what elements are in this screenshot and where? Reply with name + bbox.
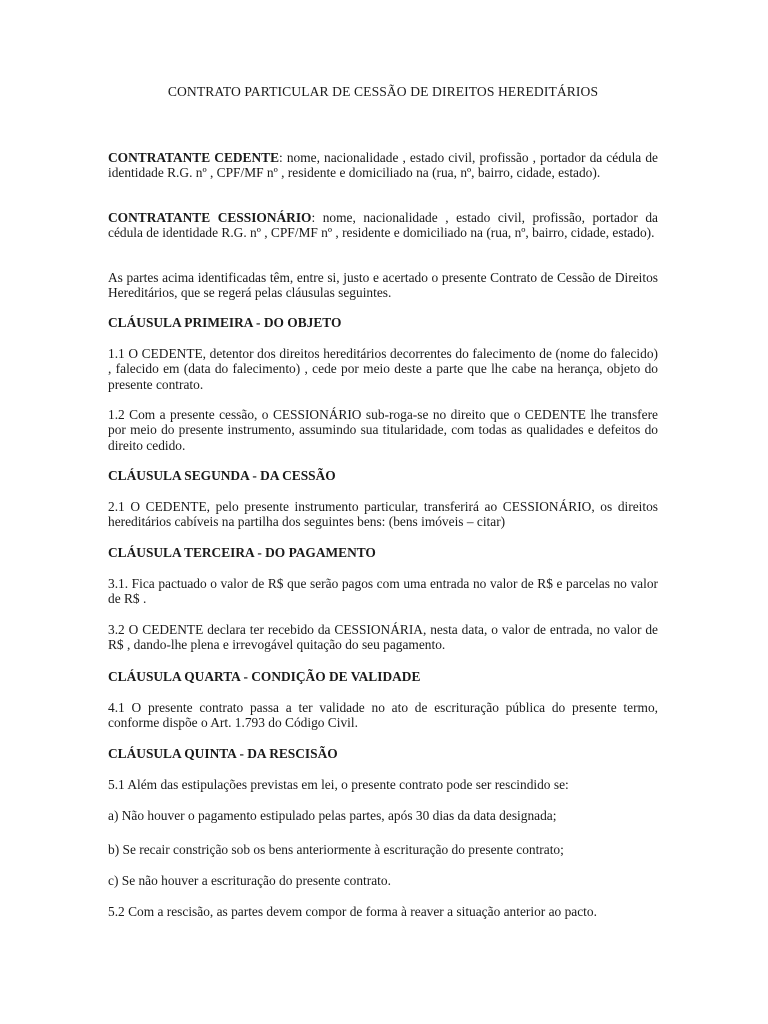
clausula-5-1-b: b) Se recair constrição sob os bens anteriormente à escrituração do presente contrato; bbox=[108, 842, 564, 857]
cedente-label: CONTRATANTE CEDENTE bbox=[108, 150, 280, 165]
cessionario-label: CONTRATANTE CESSIONÁRIO bbox=[108, 210, 312, 225]
cessionario-text: : nome, nacionalidade , estado civil, profissão, portador da cédula de identidade R.G. nº , CPF/MF nº , residente e domiciliado na (rua, nº, bairro, cidade, estado). bbox=[108, 210, 658, 241]
clausula-4-1: 4.1 O presente contrato passa a ter validade no ato de escrituração pública do presente termo, conforme dispõe o Art. 1.793 do Código Civil. bbox=[108, 700, 658, 731]
cessionario-paragraph bbox=[108, 210, 658, 241]
clausula-5-1-c: c) Se não houver a escrituração do presente contrato. bbox=[108, 873, 391, 888]
clausula-5-2: 5.2 Com a rescisão, as partes devem compor de forma à reaver a situação anterior ao pacto. bbox=[108, 904, 597, 919]
clausula-3-2: 3.2 O CEDENTE declara ter recebido da CESSIONÁRIA, nesta data, o valor de entrada, no valor de R$ , dando-lhe plena e irrevogável quitação do seu pagamento. bbox=[108, 622, 658, 653]
clausula-1-1: 1.1 O CEDENTE, detentor dos direitos hereditários decorrentes do falecimento de (nome do falecido) , falecido em (data do falecimento) , cede por meio deste a parte que lhe cabe na herança, objeto do presente contrato. bbox=[108, 346, 658, 392]
intro-paragraph: As partes acima identificadas têm, entre si, justo e acertado o presente Contrato de Cessão de Direitos Hereditários, que se regerá pelas cláusulas seguintes. bbox=[108, 270, 658, 301]
cedente-text: : nome, nacionalidade , estado civil, profissão , portador da cédula de identidade R.G. nº , CPF/MF nº , residente e domiciliado na (rua, nº, bairro, cidade, estado). bbox=[108, 150, 658, 181]
clausula-terceira-heading: CLÁUSULA TERCEIRA - DO PAGAMENTO bbox=[108, 545, 376, 560]
cedente-paragraph bbox=[108, 150, 658, 181]
clausula-segunda-heading: CLÁUSULA SEGUNDA - DA CESSÃO bbox=[108, 468, 336, 483]
document-title: CONTRATO PARTICULAR DE CESSÃO DE DIREITOS HEREDITÁRIOS bbox=[167, 84, 599, 99]
clausula-1-2: 1.2 Com a presente cessão, o CESSIONÁRIO sub-roga-se no direito que o CEDENTE lhe transfere por meio do presente instrumento, assumindo sua titularidade, com todas as qualidades e defeitos do direito cedido. bbox=[108, 407, 658, 453]
clausula-5-1-a: a) Não houver o pagamento estipulado pelas partes, após 30 dias da data designada; bbox=[108, 808, 557, 823]
clausula-quinta-heading: CLÁUSULA QUINTA - DA RESCISÃO bbox=[108, 746, 338, 761]
clausula-primeira-heading: CLÁUSULA PRIMEIRA - DO OBJETO bbox=[108, 315, 342, 330]
clausula-quarta-heading: CLÁUSULA QUARTA - CONDIÇÃO DE VALIDADE bbox=[108, 669, 421, 684]
clausula-2-1: 2.1 O CEDENTE, pelo presente instrumento particular, transferirá ao CESSIONÁRIO, os direitos hereditários cabíveis na partilha dos seguintes bens: (bens imóveis – citar) bbox=[108, 499, 658, 530]
clausula-3-1: 3.1. Fica pactuado o valor de R$ que serão pagos com uma entrada no valor de R$ e parcelas no valor de R$ . bbox=[108, 576, 658, 607]
clausula-5-1: 5.1 Além das estipulações previstas em lei, o presente contrato pode ser rescindido se: bbox=[108, 777, 569, 792]
